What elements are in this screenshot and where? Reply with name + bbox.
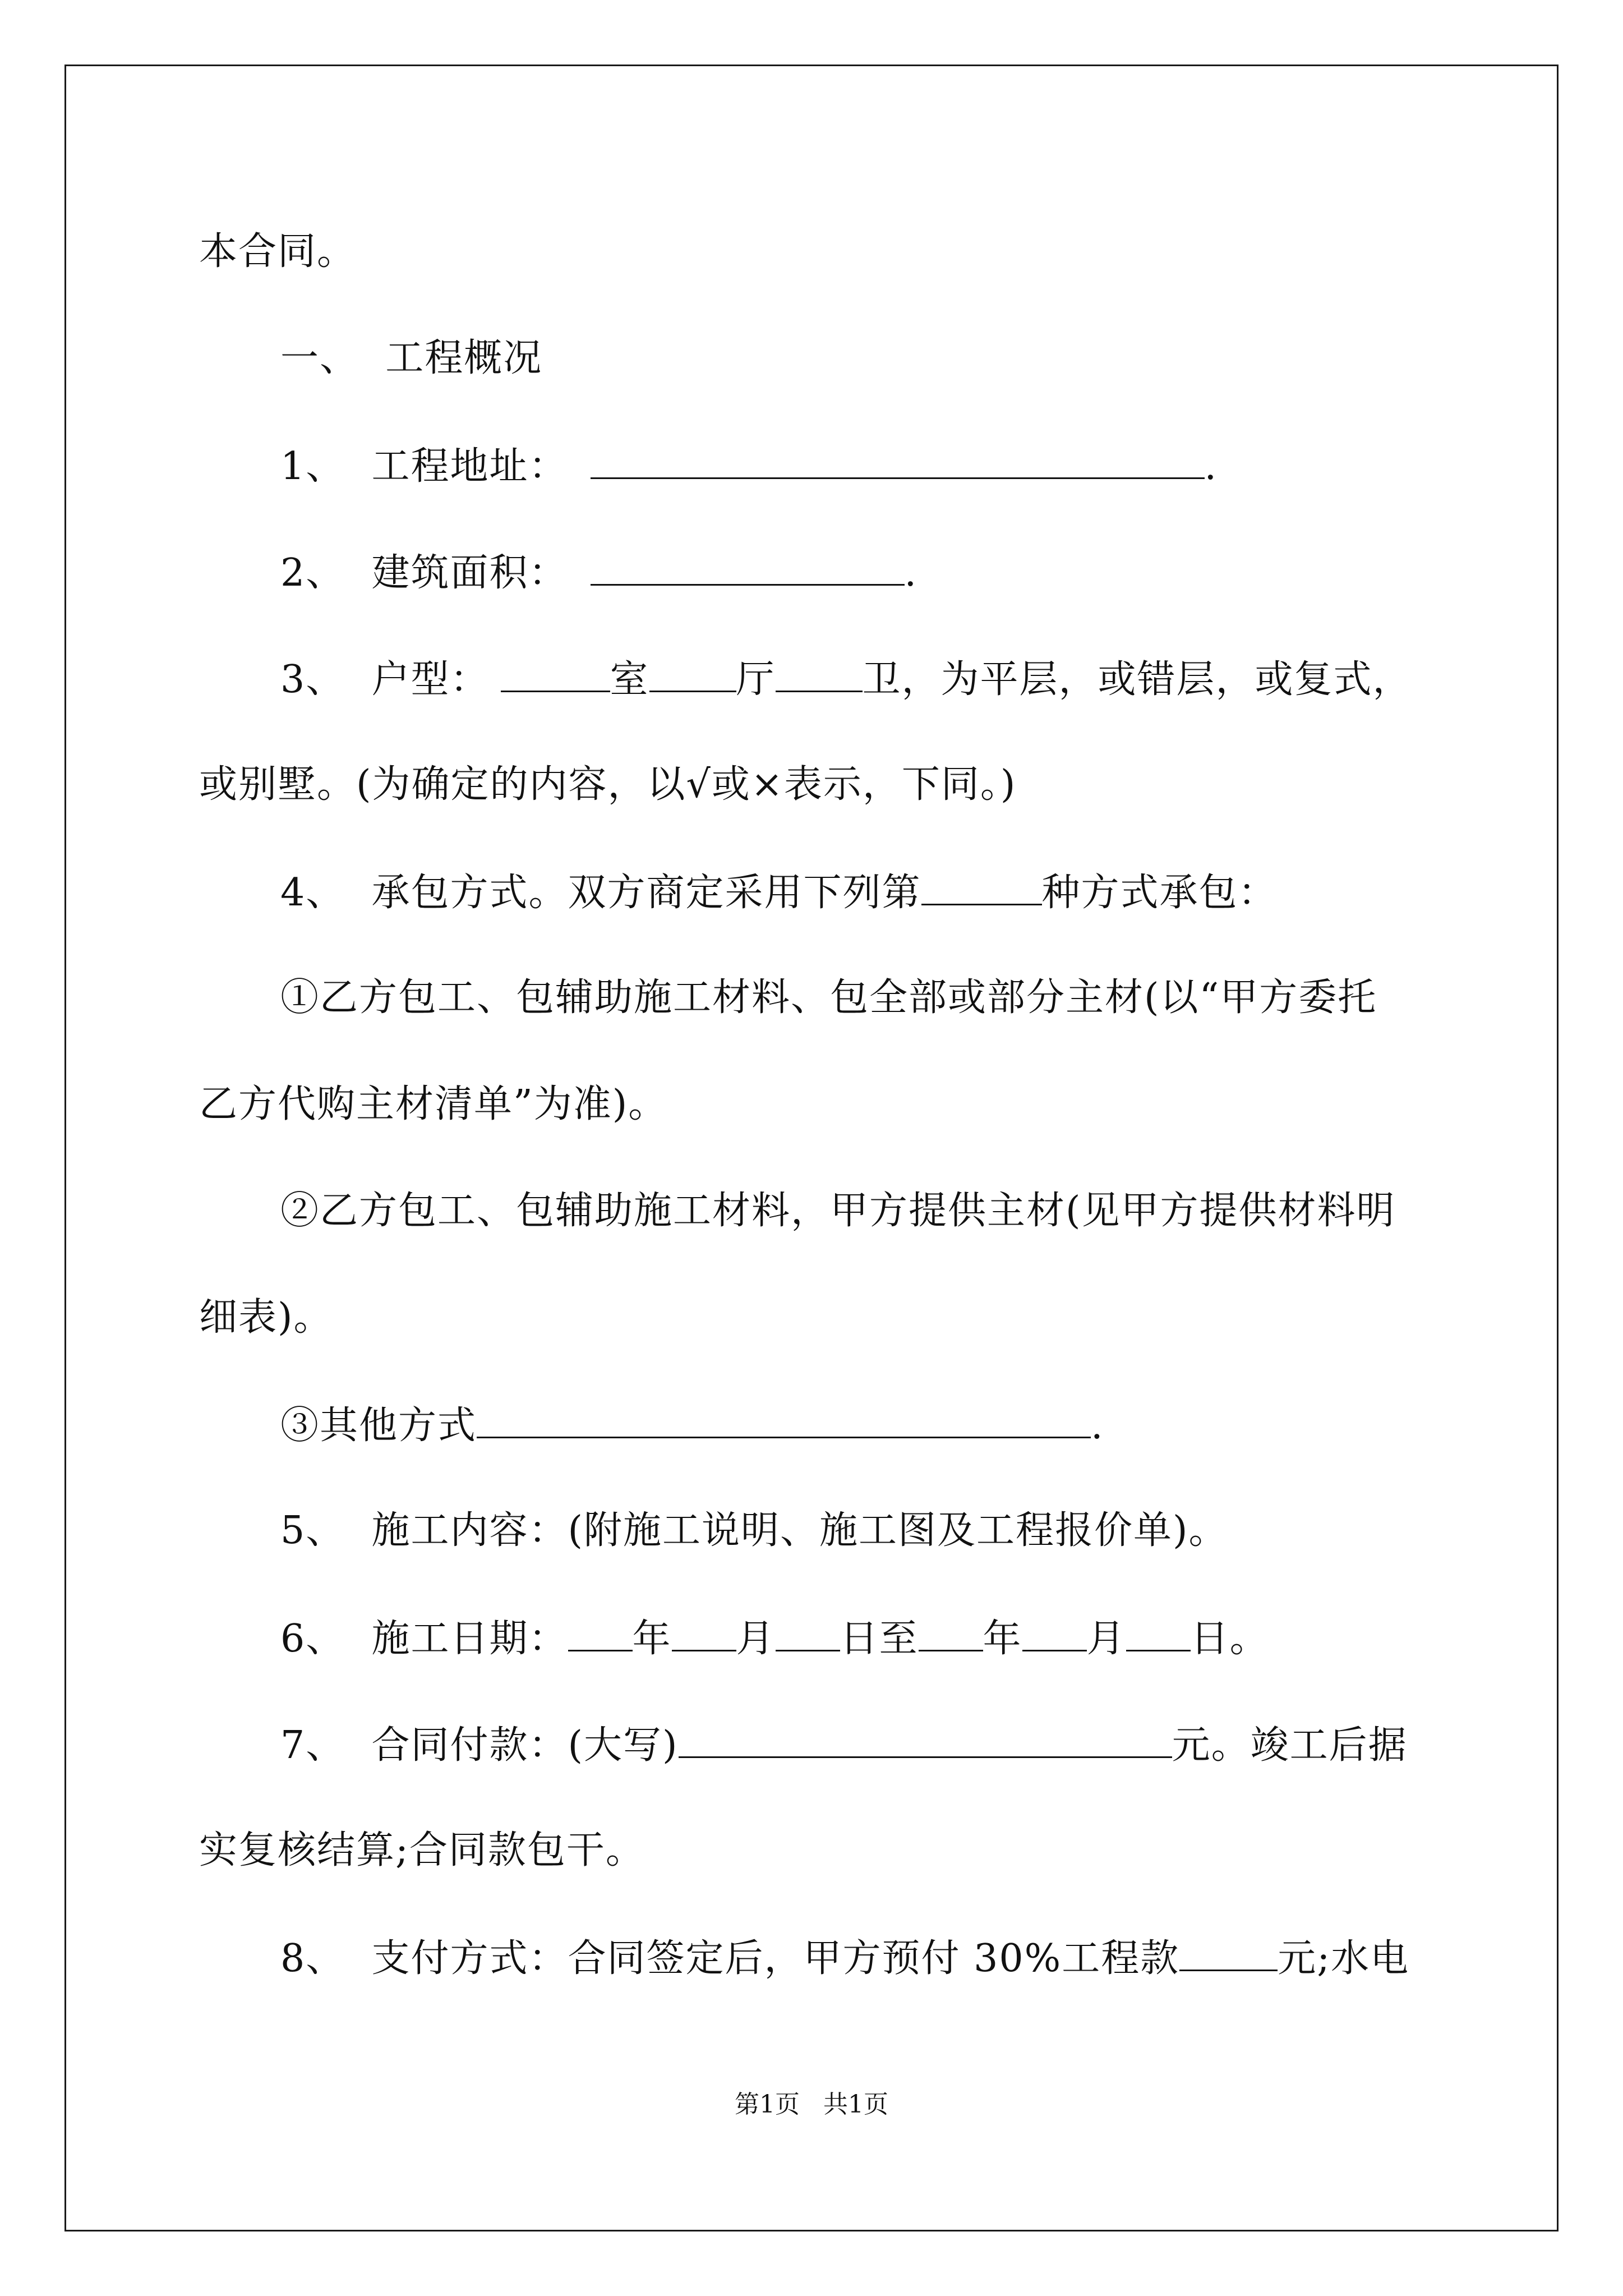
text-line: 3、 户型： 室 厅 卫，为平层，或错层，或复式， bbox=[280, 657, 1412, 702]
text-line: 7、 合同付款：(大写) 元。竣工后据 bbox=[280, 1723, 1408, 1768]
fill-in-blank[interactable] bbox=[1022, 1618, 1087, 1651]
text-line: 乙方代购主材清单”为准)。 bbox=[199, 1082, 668, 1126]
fill-in-blank[interactable] bbox=[591, 446, 1205, 479]
fill-in-blank[interactable] bbox=[501, 659, 610, 692]
text-line: 8、 支付方式：合同签定后，甲方预付 30%工程款 元;水电 bbox=[280, 1936, 1410, 1981]
fill-in-blank[interactable] bbox=[1126, 1618, 1191, 1651]
text-line: 6、 施工日期： 年 月 日至 年 月 日。 bbox=[280, 1617, 1269, 1661]
fill-in-blank[interactable] bbox=[649, 659, 736, 692]
fill-in-blank[interactable] bbox=[477, 1405, 1091, 1438]
fill-in-blank[interactable] bbox=[672, 1618, 736, 1651]
text-line: 4、 承包方式。双方商定采用下列第 种方式承包： bbox=[280, 871, 1278, 915]
text-line: 实复核结算;合同款包干。 bbox=[199, 1828, 645, 1872]
text-line: ①乙方包工、包辅助施工材料、包全部或部分主材(以“甲方委托 bbox=[280, 976, 1377, 1020]
fill-in-blank[interactable] bbox=[591, 553, 905, 586]
text-line: 2、 建筑面积： . bbox=[280, 551, 918, 595]
section-heading: 一、 工程概况 bbox=[280, 336, 543, 380]
text-line: 1、 工程地址： . bbox=[280, 444, 1218, 489]
fill-in-blank[interactable] bbox=[921, 872, 1042, 905]
fill-in-blank[interactable] bbox=[1179, 1938, 1278, 1971]
text-line: ②乙方包工、包辅助施工材料，甲方提供主材(见甲方提供材料明 bbox=[280, 1189, 1396, 1233]
text-line: 5、 施工内容：(附施工说明、施工图及工程报价单)。 bbox=[280, 1508, 1228, 1553]
fill-in-blank[interactable] bbox=[568, 1618, 633, 1651]
text-line: 或别墅。(为确定的内容，以√或×表示，下同。) bbox=[199, 762, 1017, 807]
fill-in-blank[interactable] bbox=[776, 1618, 840, 1651]
fill-in-blank[interactable] bbox=[776, 659, 863, 692]
text-line: ③其他方式 . bbox=[280, 1404, 1104, 1448]
text-line: 本合同。 bbox=[199, 229, 357, 274]
page-footer: 第1页 共1页 bbox=[735, 2090, 888, 2119]
fill-in-blank[interactable] bbox=[919, 1618, 983, 1651]
text-line: 细表)。 bbox=[199, 1295, 333, 1340]
fill-in-blank[interactable] bbox=[679, 1725, 1172, 1758]
